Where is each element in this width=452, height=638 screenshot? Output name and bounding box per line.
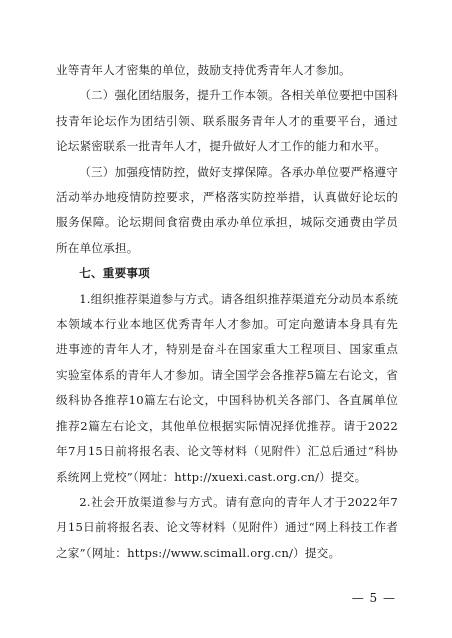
paragraph-service: （二）强化团结服务，提升工作本领。各相关单位要把中国科技青年论坛作为团结引领、联系服务青年人才的重要平台，通过论坛紧密联系一批青年人才，提升做好人才工作的能力和水平。	[56, 88, 398, 154]
paragraph-open-channel: 2.社会开放渠道参与方式。请有意向的青年人才于2022年7月15日前将报名表、论文等材料（见附件）通过“网上科技工作者之家”（网址：https://www.scimall.org.cn/）提交。	[56, 494, 398, 560]
paragraph-epidemic-control: （三）加强疫情防控，做好支撑保障。各承办单位要严格遵守活动举办地疫情防控要求，严格落实防控举措，认真做好论坛的服务保障。论坛期间食宿费由承办单位承担，城际交通费由学员所在单位承担。	[56, 164, 398, 255]
section-heading: 七、重要事项	[79, 266, 150, 281]
paragraph-org-channel: 1.组织推荐渠道参与方式。请各组织推荐渠道充分动员本系统本领域本行业本地区优秀青年人才参加。可定向邀请本身具有先进事迹的青年人才，特别是奋斗在国家重大工程项目、国家重点实验室体系的青年人才参加。请全国学会各推荐5篇左右论文，省级科协各推荐10篇左右论文，中国科协机关各部门、各直属单位推荐2篇左右论文，其他单位根据实际情况择优推荐。请于2022年7月15日前将报名表、论文等材料（见附件）汇总后通过“科协系统网上党校”（网址：http://xuexi.cast.org.cn/）提交。	[56, 291, 398, 484]
page-number: — 5 —	[351, 591, 396, 605]
document-body	[56, 58, 398, 566]
paragraph-continuation: 业等青年人才密集的单位，鼓励支持优秀青年人才参加。	[56, 63, 351, 77]
